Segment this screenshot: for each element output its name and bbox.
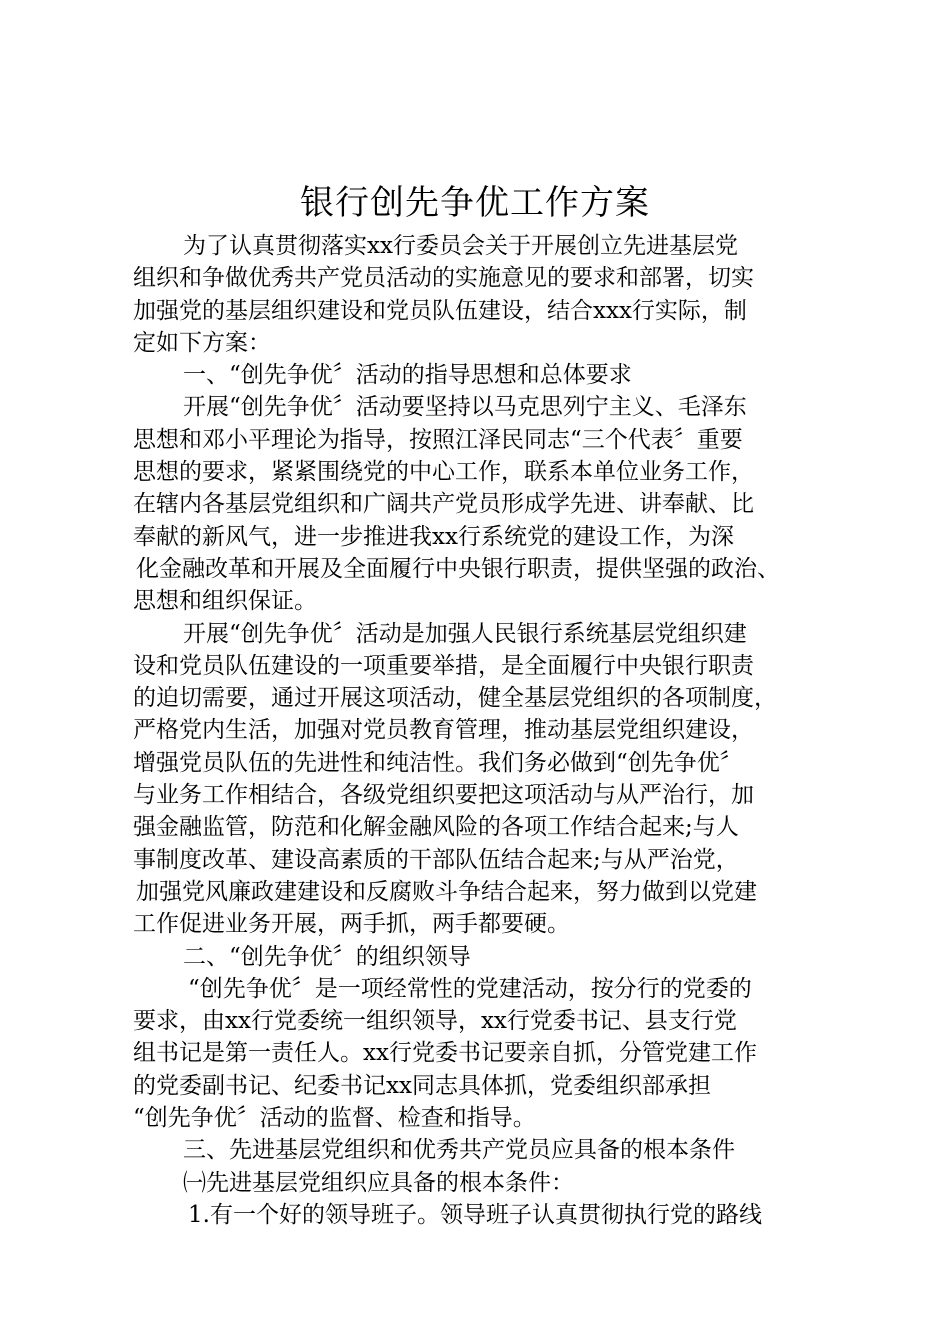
paragraph-line: 思想和组织保证。 <box>133 588 317 615</box>
paragraph-line: 为了认真贯彻落实xx行委员会关于开展创立先进基层党 <box>183 233 738 259</box>
document-body <box>133 230 833 1231</box>
paragraph-line: 强金融监管，防范和化解金融风险的各项工作结合起来;与人 <box>133 814 739 841</box>
paragraph-line: 与业务工作相结合，各级党组织要把这项活动与从严治行，加 <box>133 782 754 809</box>
paragraph-line: 化金融改革和开展及全面履行中央银行职责，提供坚强的政治、 <box>136 555 780 582</box>
paragraph-line: 的党委副书记、纪委书记xx同志具体抓，党委组织部承担 <box>133 1072 711 1099</box>
section-heading: 一、“创先争优〞活动的指导思想和总体要求 <box>183 362 632 389</box>
paragraph-line: 定如下方案： <box>133 329 271 356</box>
paragraph-line: 在辖内各基层党组织和广阔共产党员形成学先进、讲奉献、比 <box>133 491 754 518</box>
paragraph-line: 设和党员队伍建设的一项重要举措，是全面履行中央银行职责 <box>133 652 754 679</box>
paragraph-line: 要求，由xx行党委统一组织领导，xx行党委书记、县支行党 <box>133 1008 737 1035</box>
subsection-heading: ㈠先进基层党组织应具备的根本条件： <box>183 1169 574 1196</box>
paragraph-line: 开展“创先争优〞活动是加强人民银行系统基层党组织建 <box>183 620 747 647</box>
paragraph-line: 增强党员队伍的先进性和纯洁性。我们务必做到“创先争优〞 <box>133 749 743 776</box>
paragraph-line: 事制度改革、建设高素质的干部队伍结合起来;与从严治党， <box>133 846 739 873</box>
paragraph-line: 工作促进业务开展，两手抓，两手都要硬。 <box>133 911 570 938</box>
paragraph-line: 加强党风廉政建建设和反腐败斗争结合起来，努力做到以党建 <box>136 878 757 905</box>
paragraph-line: 严格党内生活，加强对党员教育管理，推动基层党组织建设， <box>133 717 754 744</box>
paragraph-line: 思想和邓小平理论为指导，按照江泽民同志“三个代表〞重要 <box>133 426 743 453</box>
paragraph-line: 加强党的基层组织建设和党员队伍建设，结合xxx行实际，制 <box>133 297 747 324</box>
paragraph-line: 思想的要求，紧紧围绕党的中心工作，联系本单位业务工作， <box>133 459 754 486</box>
list-item: 1.有一个好的领导班子。领导班子认真贯彻执行党的路线 <box>188 1201 762 1228</box>
paragraph-line: 组织和争做优秀共产党员活动的实施意见的要求和部署，切实 <box>133 265 754 292</box>
document-title: 银行创先争优工作方案 <box>300 183 650 223</box>
section-heading: 三、先进基层党组织和优秀共产党员应具备的根本条件 <box>183 1137 735 1164</box>
paragraph-line: “创先争优〞活动的监督、检查和指导。 <box>133 1105 536 1132</box>
paragraph-line: 开展“创先争优〞活动要坚持以马克思列宁主义、毛泽东 <box>183 394 747 421</box>
paragraph-line: 的迫切需要，通过开展这项活动，健全基层党组织的各项制度， <box>133 685 777 712</box>
paragraph-line: “创先争优〞是一项经常性的党建活动，按分行的党委的 <box>188 975 752 1002</box>
paragraph-line: 奉献的新风气，进一步推进我xx行系统党的建设工作，为深 <box>133 523 734 550</box>
section-heading: 二、“创先争优〞的组织领导 <box>183 943 471 970</box>
paragraph-line: 组书记是第一责任人。xx行党委书记要亲自抓，分管党建工作 <box>133 1040 757 1067</box>
